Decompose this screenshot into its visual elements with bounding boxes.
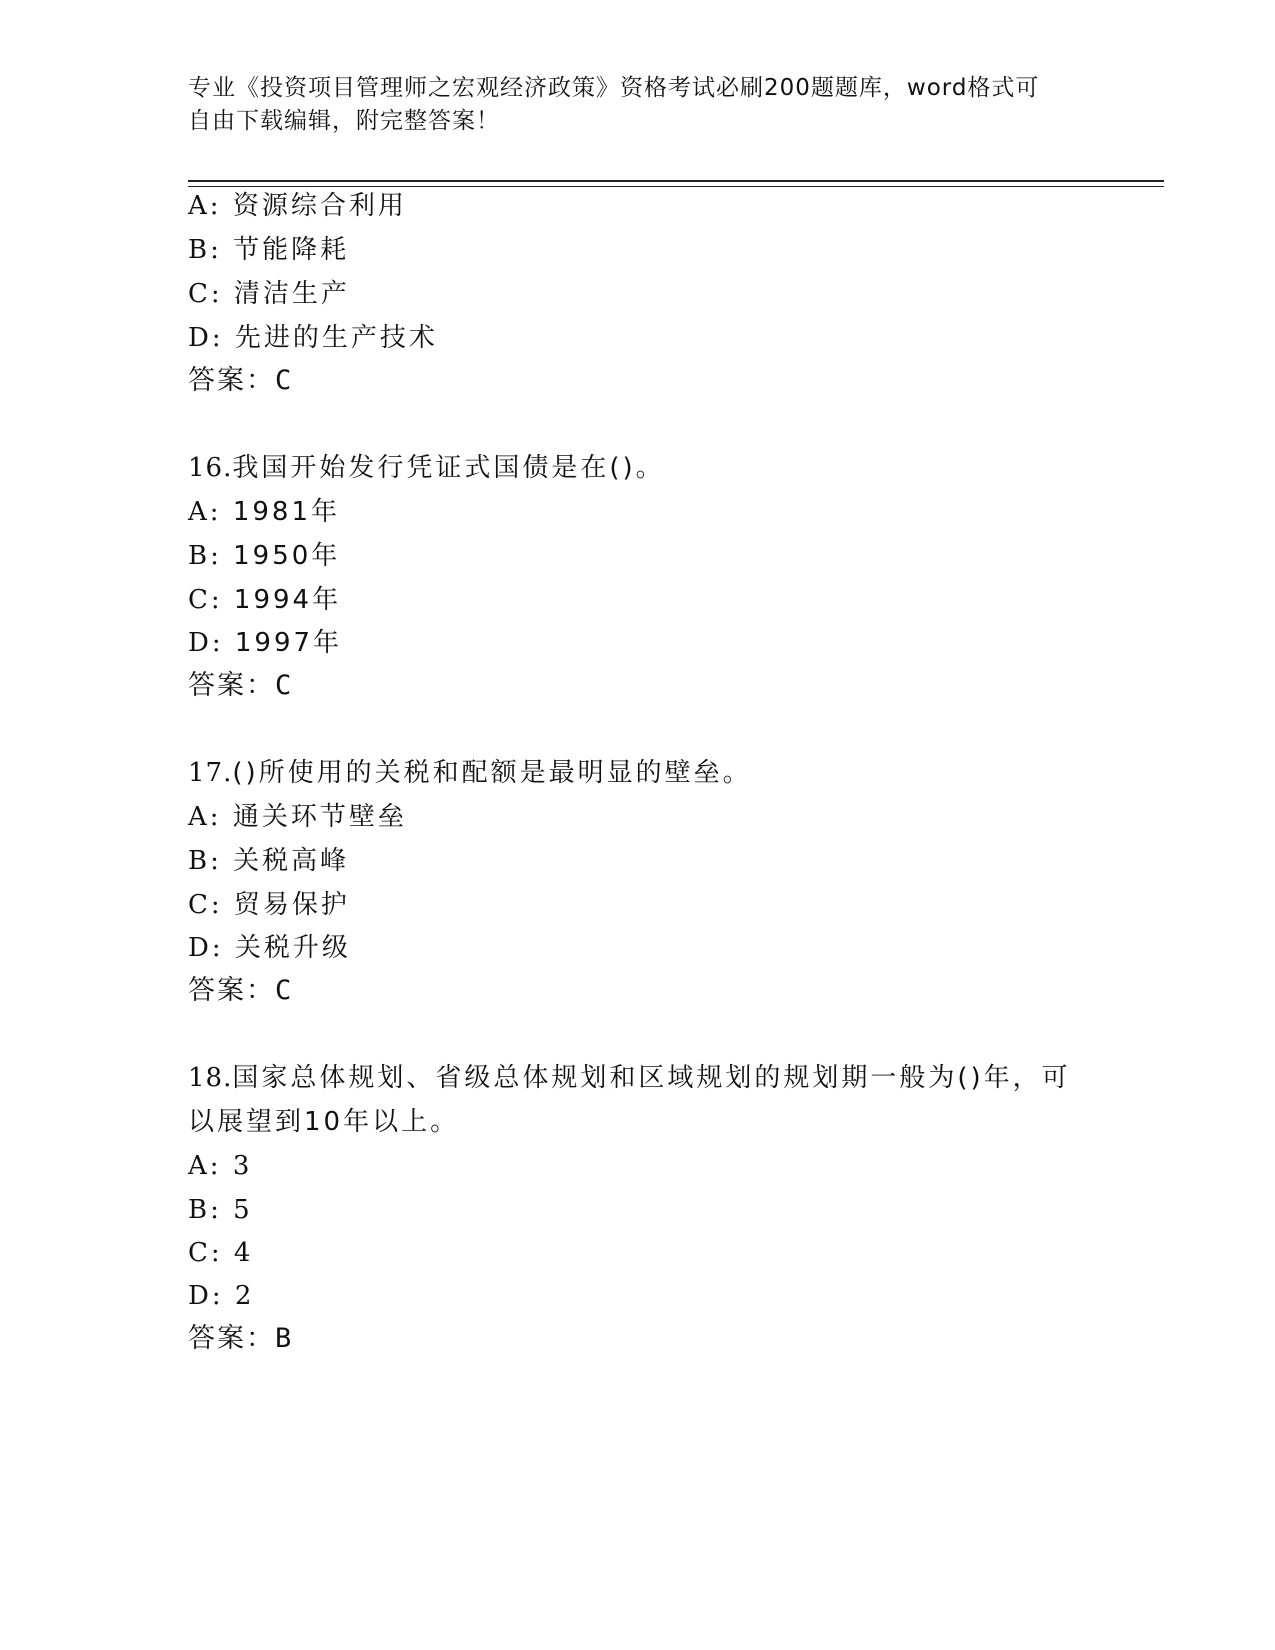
- q17-answer: [188, 974, 293, 1008]
- option-label: A:: [188, 497, 222, 527]
- question-text: ()所使用的关税和配额是最明显的壁垒。: [232, 758, 752, 788]
- option-text: 4: [233, 1238, 254, 1268]
- header-line-2: 自由下载编辑，附完整答案！: [188, 108, 500, 134]
- question-text-continued: 以展望到10年以上。: [188, 1107, 460, 1137]
- option-text: 通关环节壁垒: [232, 802, 407, 832]
- q18-answer: [188, 1322, 293, 1356]
- q17-option-b: [188, 844, 349, 878]
- q17-option-d: [188, 931, 351, 965]
- q18-stem-line-2: [188, 1105, 459, 1139]
- q16-option-a: [188, 495, 340, 529]
- question-number: 16.: [188, 453, 233, 483]
- option-label: A:: [188, 191, 222, 221]
- option-label: B:: [188, 235, 222, 265]
- option-label: D:: [188, 628, 224, 658]
- option-text: 清洁生产: [233, 279, 350, 309]
- q17-stem: [188, 756, 752, 790]
- option-label: B:: [188, 541, 222, 571]
- q18-option-d: [188, 1279, 254, 1313]
- question-text: 国家总体规划、省级总体规划和区域规划的规划期一般为()年，可: [232, 1063, 1071, 1093]
- q18-stem-line-1: [188, 1061, 1071, 1095]
- answer-label: 答案：: [188, 365, 275, 396]
- answer-value: C: [275, 975, 294, 1006]
- header-divider-bottom: [188, 186, 1164, 187]
- q16-stem: [188, 451, 665, 485]
- answer-value: C: [275, 365, 294, 396]
- answer-value: B: [275, 1323, 294, 1354]
- q16-option-d: [188, 626, 342, 660]
- option-text: 关税高峰: [233, 846, 350, 876]
- question-number: 18.: [188, 1063, 233, 1093]
- option-label: A:: [188, 1151, 222, 1181]
- q15-option-b: [188, 233, 349, 267]
- answer-label: 答案：: [188, 670, 275, 701]
- option-label: D:: [188, 1281, 224, 1311]
- q16-option-c: [188, 583, 341, 617]
- header-line-1: 专业《投资项目管理师之宏观经济政策》资格考试必刷200题题库，word格式可: [188, 75, 1040, 101]
- q17-option-a: [188, 800, 407, 834]
- q17-option-c: [188, 888, 350, 922]
- option-label: C:: [188, 890, 223, 920]
- q16-answer: [188, 669, 293, 703]
- option-label: D:: [188, 933, 224, 963]
- q15-answer: [188, 364, 293, 398]
- option-text: 1981年: [232, 497, 340, 527]
- q15-option-c: [188, 277, 350, 311]
- option-label: C:: [188, 279, 223, 309]
- option-label: D:: [188, 323, 224, 353]
- q15-option-a: [188, 189, 407, 223]
- option-text: 1997年: [234, 628, 343, 658]
- option-label: B:: [188, 1195, 222, 1225]
- q15-option-d: [188, 321, 438, 355]
- option-text: 关税升级: [234, 933, 351, 963]
- q16-option-b: [188, 539, 340, 573]
- option-label: B:: [188, 846, 222, 876]
- option-text: 1950年: [233, 541, 341, 571]
- header-divider-top: [188, 180, 1164, 182]
- answer-label: 答案：: [188, 975, 275, 1006]
- option-text: 5: [233, 1195, 253, 1225]
- option-text: 2: [234, 1281, 255, 1311]
- q18-option-a: [188, 1149, 252, 1183]
- option-label: C:: [188, 585, 223, 615]
- option-label: A:: [188, 802, 222, 832]
- answer-value: C: [275, 670, 294, 701]
- option-text: 节能降耗: [233, 235, 350, 265]
- option-text: 先进的生产技术: [234, 323, 438, 353]
- option-text: 贸易保护: [233, 890, 350, 920]
- option-label: C:: [188, 1238, 223, 1268]
- question-number: 17.: [188, 758, 233, 788]
- q18-option-c: [188, 1236, 253, 1270]
- document-header: [188, 72, 1088, 138]
- option-text: 1994年: [233, 585, 342, 615]
- option-text: 资源综合利用: [232, 191, 407, 221]
- question-text: 我国开始发行凭证式国债是在()。: [232, 453, 665, 483]
- q18-option-b: [188, 1193, 253, 1227]
- option-text: 3: [232, 1151, 253, 1181]
- answer-label: 答案：: [188, 1323, 275, 1354]
